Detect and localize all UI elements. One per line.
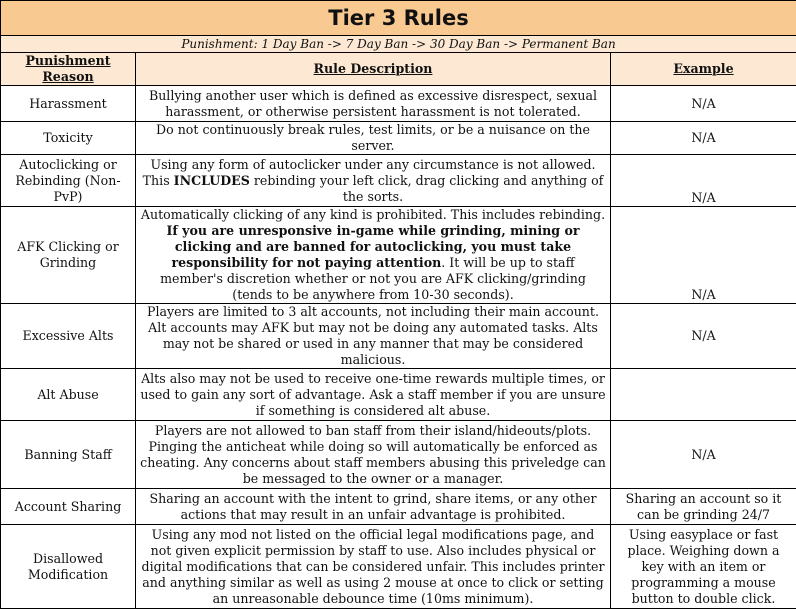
header-reason: Punishment Reason — [1, 53, 136, 86]
rule-example — [611, 369, 796, 421]
table-row — [1, 369, 796, 421]
rule-example: Using easyplace or fast place. Weighing down a key with an item or programming a mouse button to double click. — [611, 525, 796, 609]
rule-description — [136, 155, 611, 207]
rule-reason: Alt Abuse — [1, 369, 136, 421]
rule-reason: Account Sharing — [1, 489, 136, 525]
rule-reason: Banning Staff — [1, 421, 136, 489]
table-row — [1, 207, 796, 304]
punishment-row — [1, 36, 796, 53]
rule-example: N/A — [611, 207, 796, 304]
rule-example: Sharing an account so it can be grinding 24/7 — [611, 489, 796, 525]
rule-description: Sharing an account with the intent to grind, share items, or any other actions that may result in an unfair advantage is prohibited. — [136, 489, 611, 525]
title-row — [1, 1, 796, 36]
rule-example: N/A — [611, 122, 796, 155]
table-row — [1, 421, 796, 489]
header-description: Rule Description — [136, 53, 611, 86]
table-row — [1, 155, 796, 207]
page-title: Tier 3 Rules — [1, 1, 796, 36]
punishment-ladder: Punishment: 1 Day Ban -> 7 Day Ban -> 30 Day Ban -> Permanent Ban — [1, 36, 796, 53]
rule-description-text: rebinding your left click, drag clicking and anything of the sorts. — [250, 173, 603, 204]
table-row — [1, 122, 796, 155]
rule-description — [136, 207, 611, 304]
rule-description-text: Automatically clicking of any kind is prohibited. This includes rebinding. — [141, 207, 605, 222]
table-row — [1, 489, 796, 525]
rule-reason: Autoclicking or Rebinding (Non-PvP) — [1, 155, 136, 207]
rule-reason: Toxicity — [1, 122, 136, 155]
rule-description: Using any mod not listed on the official legal modifications page, and not given explicit permission by staff to use. Also includes physical or digital modifications that can be considered unfair. This includes printer and anything similar as well as using 2 mouse at once to click or setting an unreasonable debounce time (10ms minimum). — [136, 525, 611, 609]
table-row — [1, 304, 796, 369]
rule-example: N/A — [611, 304, 796, 369]
rule-description-emphasis: If you are unresponsive in-game while grinding, mining or clicking and are banned for autoclicking, you must take responsibility for not paying attention — [166, 223, 579, 270]
rule-description-emphasis: INCLUDES — [174, 173, 250, 188]
rule-description: Players are not allowed to ban staff from their island/hideouts/plots. Pinging the anticheat while doing so will automatically be enforced as cheating. Any concerns about staff members abusing this priveledge can be messaged to the owner or a manager. — [136, 421, 611, 489]
rule-example: N/A — [611, 86, 796, 122]
rule-reason: Disallowed Modification — [1, 525, 136, 609]
rule-description: Alts also may not be used to receive one-time rewards multiple times, or used to gain any sort of advantage. Ask a staff member if you are unsure if something is considered alt abuse. — [136, 369, 611, 421]
rule-reason: Excessive Alts — [1, 304, 136, 369]
header-example: Example — [611, 53, 796, 86]
header-row — [1, 53, 796, 86]
rule-description: Do not continuously break rules, test limits, or be a nuisance on the server. — [136, 122, 611, 155]
rule-description: Bullying another user which is defined as excessive disrespect, sexual harassment, or otherwise persistent harassment is not tolerated. — [136, 86, 611, 122]
table-row — [1, 525, 796, 609]
rule-reason: AFK Clicking or Grinding — [1, 207, 136, 304]
rule-description-text: Using any form of autoclicker under any circumstance is not allowed. This — [143, 157, 596, 188]
rule-reason: Harassment — [1, 86, 136, 122]
rule-description: Players are limited to 3 alt accounts, not including their main account. Alt accounts may AFK but may not be doing any automated tasks. Alts may not be shared or used in any manner that may be considered malicious. — [136, 304, 611, 369]
rule-example: N/A — [611, 155, 796, 207]
table-row — [1, 86, 796, 122]
rule-description-text: . It will be up to staff member's discretion whether or not you are AFK clicking/grinding (tends to be anywhere from 10-30 seconds). — [160, 255, 586, 302]
rule-example: N/A — [611, 421, 796, 489]
